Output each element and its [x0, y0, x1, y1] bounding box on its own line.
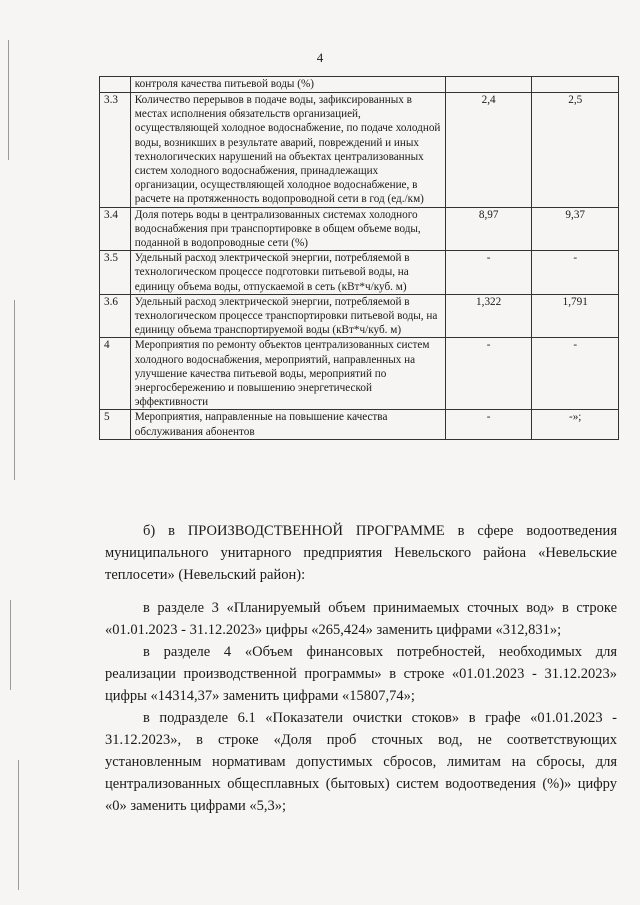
table-row: [100, 251, 619, 295]
row-description: Количество перерывов в подаче воды, зафиксированных в местах исполнения обязательств организацией, осуществляющей холодное водоснабжение, по подаче холодной воды, возникших в результате аварий, повреждений и иных технологических нарушений на объектах централизованных систем холодного водоснабжения, принадлежащих организации, осуществляющей холодное водоснабжение, в расчете на протяженность водопроводной сети в год (ед./км): [130, 93, 445, 208]
paragraph-b-intro: б) в ПРОИЗВОДСТВЕННОЙ ПРОГРАММЕ в сфере водоотведения муниципального унитарного предприятия Невельского района «Невельские теплосети» (Невельский район):: [105, 523, 617, 583]
row-number: 3.3: [100, 93, 131, 208]
value-2024: -: [532, 338, 619, 410]
paragraph-section-4: в разделе 4 «Объем финансовых потребностей, необходимых для реализации производственной программы» в строке «01.01.2023 - 31.12.2023» цифры «14314,37» заменить цифрами «15807,74»;: [105, 644, 617, 704]
row-number: 3.4: [100, 207, 131, 251]
value-2023: -: [445, 410, 532, 439]
value-2023: -: [445, 338, 532, 410]
row-description: Удельный расход электрической энергии, потребляемой в технологическом процессе транспортировки питьевой воды, на единицу объема транспортируемой воды (кВт*ч/куб. м): [130, 294, 445, 338]
value-2024: 2,5: [532, 93, 619, 208]
value-2023: [445, 77, 532, 93]
row-description: Мероприятия, направленные на повышение качества обслуживания абонентов: [130, 410, 445, 439]
value-2023: -: [445, 251, 532, 295]
table-row: [100, 294, 619, 338]
row-number: 5: [100, 410, 131, 439]
table-row: [100, 410, 619, 439]
value-2024: [532, 77, 619, 93]
value-2023: 1,322: [445, 294, 532, 338]
value-2023: 2,4: [445, 93, 532, 208]
row-number: [100, 77, 131, 93]
row-description: Мероприятия по ремонту объектов централизованных систем холодного водоснабжения, мероприятий, направленных на улучшение качества питьевой воды, мероприятий по энергосбережению и повышению энергетической эффективности: [130, 338, 445, 410]
row-number: 4: [100, 338, 131, 410]
value-2024: 9,37: [532, 207, 619, 251]
row-number: 3.6: [100, 294, 131, 338]
page-number: 4: [316, 50, 324, 65]
row-description: Доля потерь воды в централизованных системах холодного водоснабжения при транспортировке в общем объеме воды, поданной в водопроводные сети (%): [130, 207, 445, 251]
table-row: [100, 207, 619, 251]
value-2024: -»;: [532, 410, 619, 439]
value-2023: 8,97: [445, 207, 532, 251]
row-number: 3.5: [100, 251, 131, 295]
scan-edge-marks: [0, 0, 40, 905]
table-row: [100, 93, 619, 208]
value-2024: 1,791: [532, 294, 619, 338]
row-description: контроля качества питьевой воды (%): [130, 77, 445, 93]
indicators-table: [99, 76, 619, 440]
paragraph-section-3: в разделе 3 «Планируемый объем принимаемых сточных вод» в строке «01.01.2023 - 31.12.2023» цифры «265,424» заменить цифрами «312,831»;: [105, 600, 617, 638]
row-description: Удельный расход электрической энергии, потребляемой в технологическом процессе подготовки питьевой воды, на единицу объема воды, отпускаемой в сеть (кВт*ч/куб. м): [130, 251, 445, 295]
paragraph-subsection-6-1: в подразделе 6.1 «Показатели очистки стоков» в графе «01.01.2023 - 31.12.2023», в строке «Доля проб сточных вод, не соответствующих установленным нормативам допустимых сбросов, лимитам на сбросы, для централизованных общесплавных (бытовых) систем водоотведения (%)» цифру «0» заменить цифрами «5,3»;: [105, 710, 617, 814]
value-2024: -: [532, 251, 619, 295]
table-row: [100, 77, 619, 93]
table-row: [100, 338, 619, 410]
